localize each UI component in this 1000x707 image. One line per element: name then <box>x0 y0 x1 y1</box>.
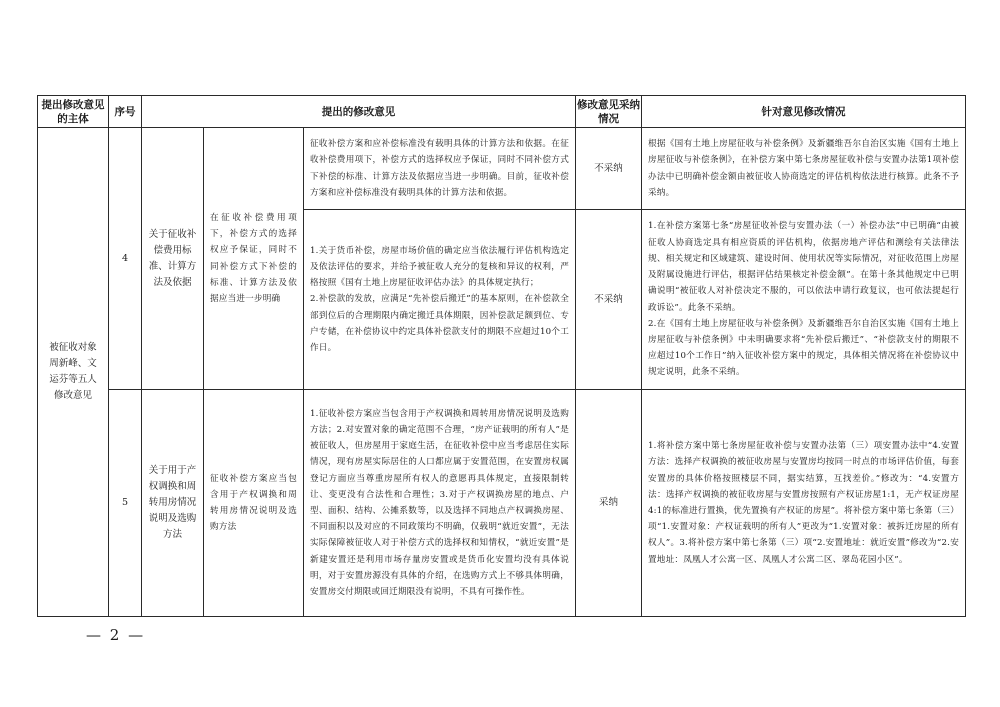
header-subject: 提出修改意见的主体 <box>38 96 109 128</box>
opinion-paragraph: 征收补偿方案和应补偿标准没有载明具体的计算方法和依据。在征收补偿费用项下，补偿方式的选择权应予保证，同时不同补偿方式下补偿的标准、计算方法及依据应当进一步明确。目前，征收补偿方案和应补偿标准没有载明具体的计算方法和依据。 <box>310 139 570 198</box>
opinion-cell <box>304 210 576 390</box>
topic-cell: 关于征收补偿费用标准、计算方法及依据 <box>142 128 204 390</box>
header-opinion: 提出的修改意见 <box>142 96 576 128</box>
response-cell <box>642 390 966 617</box>
header-adoption: 修改意见采纳情况 <box>576 96 642 128</box>
summary-cell: 征收补偿方案应当包含用于产权调换和周转用房情况说明及选购方法 <box>204 390 304 617</box>
page-number: — 2 — <box>86 626 146 644</box>
opinion-cell <box>304 390 576 617</box>
topic-cell: 关于用于产权调换和周转用房情况说明及选购方法 <box>142 390 204 617</box>
seq-cell: 4 <box>109 128 142 390</box>
table-header-row <box>38 96 966 128</box>
header-seq: 序号 <box>109 96 142 128</box>
summary-cell: 在征收补偿费用项下，补偿方式的选择权应予保证，同时不同补偿方式下补偿的标准、计算方法及依据应当进一步明确 <box>204 128 304 390</box>
opinion-paragraph: 1.关于货币补偿，房屋市场价值的确定应当依法履行评估机构选定及依法评估的要求，并给予被征收人充分的复核和异议的权利，严格按照《国有土地上房屋征收评估办法》的具体规定执行； <box>310 245 570 289</box>
opinion-paragraph: 2.补偿款的发放，应满足“先补偿后搬迁”的基本原则，在补偿款全部到位后的合理期限内确定搬迁具体期限，因补偿款足额到位、专户专储，在补偿协议中约定具体补偿款支付的期限不应超过10个工作日。 <box>310 294 570 353</box>
adoption-cell: 不采纳 <box>576 128 642 210</box>
response-cell <box>642 210 966 390</box>
seq-cell: 5 <box>109 390 142 617</box>
revision-table <box>37 95 966 617</box>
response-paragraph: 1.将补偿方案中第七条房屋征收补偿与安置办法第（三）项安置办法中“4.安置方法：选择产权调换的被征收房屋与安置房均按同一时点的市场评估价值，每套安置房的具体价格按照楼层不同，据实结算，互找差价。”修改为：“4.安置方法：选择产权调换的被征收房屋与安置房按照有产权证房屋1:1，无产权证房屋4:1的标准进行置换，优先置换有产权证的房屋”。将补偿方案中第七条第（三）项“1.安置对象：产权证载明的所有人”更改为“1.安置对象：被拆迁房屋的所有权人”。3.将补偿方案中第七条第（三）项“2.安置地址：就近安置”修改为“2.安置地址：凤凰人才公寓一区、凤凰人才公寓二区、翠岛花园小区”。 <box>648 441 960 565</box>
response-paragraph: 根据《国有土地上房屋征收与补偿条例》及新疆维吾尔自治区实施《国有土地上房屋征收与补偿条例》，在补偿方案中第七条房屋征收补偿与安置办法第1项补偿办法中已明确补偿金额由被征收人协商选定的评估机构依法进行核算。此条不予采纳。 <box>648 139 960 198</box>
adoption-cell: 不采纳 <box>576 210 642 390</box>
header-response: 针对意见修改情况 <box>642 96 966 128</box>
response-cell <box>642 128 966 210</box>
response-paragraph: 2.在《国有土地上房屋征收与补偿条例》及新疆维吾尔自治区实施《国有土地上房屋征收与补偿条例》中未明确要求将“先补偿后搬迁”、“补偿款支付的期限不应超过10个工作日”纳入征收补偿方案中的规定，具体相关情况将在补偿协议中规定说明，此条不采纳。 <box>648 318 960 378</box>
table-row <box>38 390 966 617</box>
table-row <box>38 128 966 210</box>
opinion-cell <box>304 128 576 210</box>
response-paragraph: 1.在补偿方案第七条“房屋征收补偿与安置办法（一）补偿办法”中已明确“由被征收人协商选定具有相应资质的评估机构，依据房地产评估和测绘有关法律法规、相关规定和区域建筑、建设时间、使用状况等实际情况，对征收范围上房屋及附属设施进行评估，根据评估结果核定补偿金额”。在第十条其他规定中已明确说明“被征收人对补偿决定不服的，可以依法申请行政复议，也可依法提起行政诉讼”。此条不采纳。 <box>648 221 960 313</box>
subject-cell: 被征收对象周新峰、文运芬等五人修改意见 <box>38 128 109 617</box>
opinion-paragraph: 1.征收补偿方案应当包含用于产权调换和周转用房情况说明及选购方法；2.对安置对象的确定范围不合理，“房产证载明的所有人”是被征收人，但房屋用于家庭生活，在征收补偿中应当考虑居住实际情况，现有房屋实际居住的人口都应属于安置范围，在安置房权属登记方面应当尊重房屋所有权人的意愿再具体规定，直接限制转让、变更没有合法性和合理性；3.对于产权调换房屋的地点、户型、面积、结构、公摊系数等，以及选择不同地点产权调换房屋、不同面积以及对应的不同政策均不明确，仅载明“就近安置”，无法实际保障被征收人对于补偿方式的选择权和知情权，“就近安置”是新建安置还是利用市场存量房安置或是货币化安置均没有具体说明，对于安置房源没有具体的介绍，在选购方式上不够具体明确，安置房交付期限或回迁期限没有说明，不具有可操作性。 <box>310 408 570 598</box>
adoption-cell: 采纳 <box>576 390 642 617</box>
